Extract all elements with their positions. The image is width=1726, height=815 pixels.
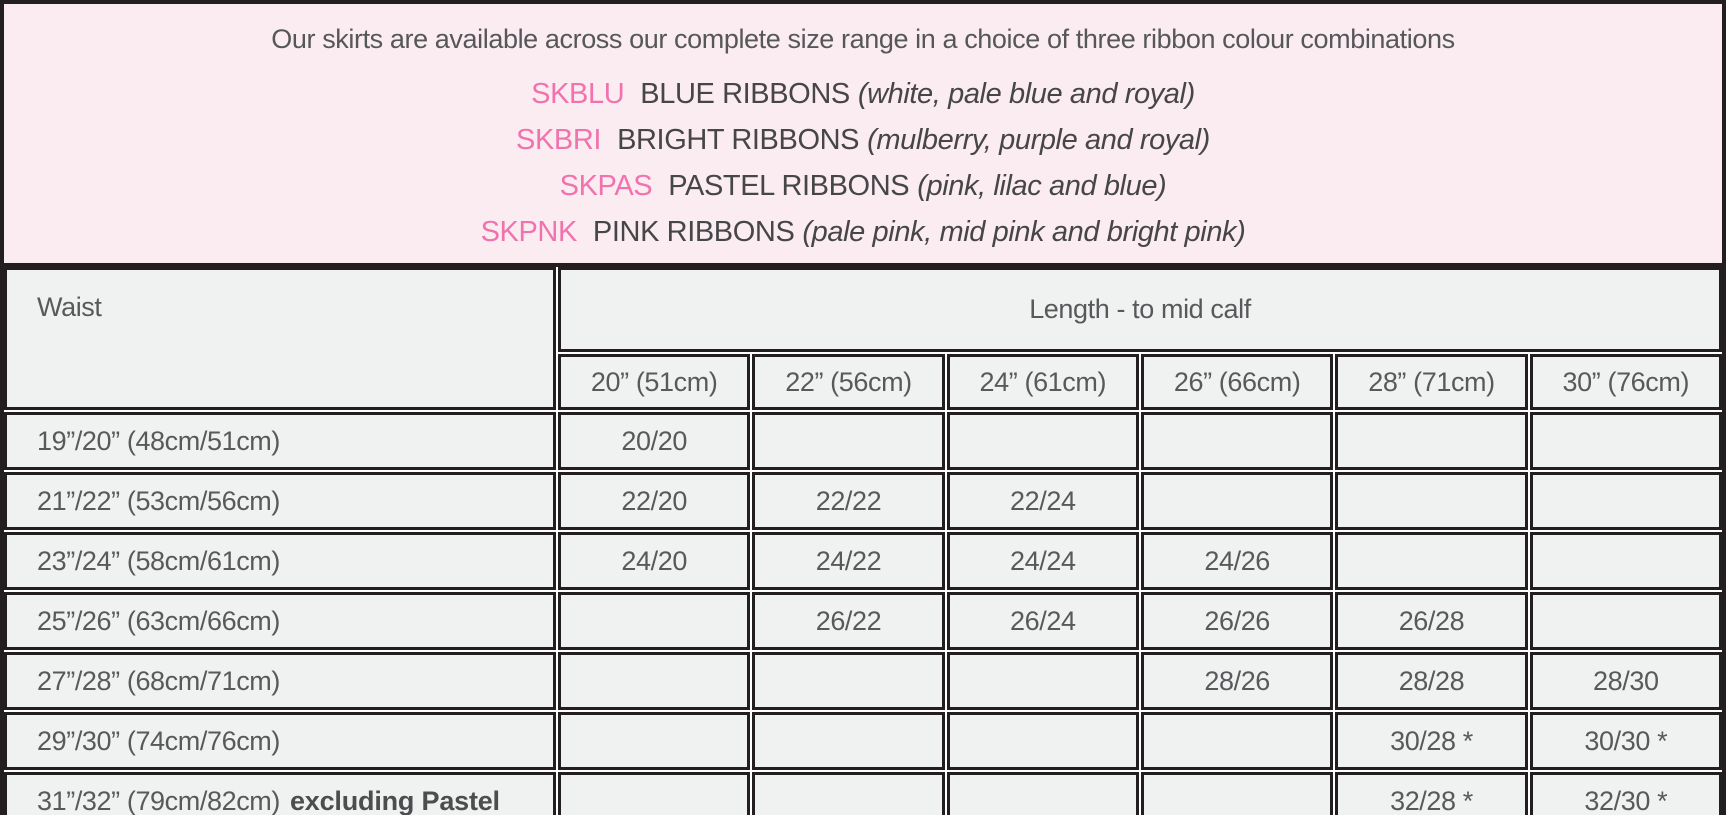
size-combo-cell	[752, 712, 944, 770]
table-row	[4, 472, 1722, 530]
waist-size-note: excluding Pastel	[289, 785, 500, 815]
size-combo-cell	[1141, 472, 1333, 530]
size-combo-cell	[947, 712, 1139, 770]
product-name: PASTEL RIBBONS	[668, 170, 910, 202]
size-combo-cell: 22/20	[558, 472, 750, 530]
product-line-skpas	[4, 163, 1722, 209]
size-combo-cell	[1335, 472, 1527, 530]
size-combo-cell: 26/28	[1335, 592, 1527, 650]
size-combo-cell: 26/24	[947, 592, 1139, 650]
product-colour-list: (pink, lilac and blue)	[917, 170, 1167, 202]
size-combo-cell	[947, 652, 1139, 710]
length-header-cell: Length - to mid calf	[558, 267, 1722, 352]
size-combo-cell: 22/22	[752, 472, 944, 530]
product-colour-list: (white, pale blue and royal)	[857, 78, 1195, 110]
waist-size-label: 25”/26” (63cm/66cm)	[37, 605, 280, 636]
product-colour-list: (pale pink, mid pink and bright pink)	[802, 216, 1246, 248]
waist-size-label: 29”/30” (74cm/76cm)	[37, 725, 280, 756]
length-column-header: 28” (71cm)	[1335, 354, 1527, 410]
size-combo-cell: 20/20	[558, 412, 750, 470]
size-combo-cell	[1141, 772, 1333, 815]
length-column-header: 30” (76cm)	[1530, 354, 1722, 410]
size-combo-cell: 24/24	[947, 532, 1139, 590]
waist-size-label: 21”/22” (53cm/56cm)	[37, 485, 280, 516]
size-combo-cell: 30/28 *	[1335, 712, 1527, 770]
waist-size-label: 23”/24” (58cm/61cm)	[37, 545, 280, 576]
size-combo-cell	[752, 772, 944, 815]
size-combo-cell	[1141, 712, 1333, 770]
size-combo-cell	[947, 772, 1139, 815]
waist-size-cell	[4, 412, 556, 470]
product-name: PINK RIBBONS	[592, 216, 795, 248]
product-line-skpnk	[4, 209, 1722, 255]
size-combo-cell	[1530, 472, 1722, 530]
waist-size-cell	[4, 772, 556, 815]
size-combo-cell	[752, 652, 944, 710]
size-combo-cell	[1530, 532, 1722, 590]
size-combo-cell: 32/30 *	[1530, 772, 1722, 815]
size-combo-cell	[752, 412, 944, 470]
size-combo-cell	[558, 772, 750, 815]
waist-size-label: 19”/20” (48cm/51cm)	[37, 425, 280, 456]
product-code: SKPNK	[480, 216, 577, 248]
waist-header-cell: Waist	[4, 267, 556, 410]
size-combo-cell: 28/26	[1141, 652, 1333, 710]
table-header-row-1	[4, 267, 1722, 352]
waist-size-cell	[4, 472, 556, 530]
waist-size-cell	[4, 712, 556, 770]
waist-size-label: 31”/32” (79cm/82cm)	[37, 785, 280, 815]
size-combo-cell: 28/28	[1335, 652, 1527, 710]
size-combo-cell	[947, 412, 1139, 470]
product-code: SKBLU	[531, 78, 625, 110]
size-combo-cell: 26/22	[752, 592, 944, 650]
length-column-header: 20” (51cm)	[558, 354, 750, 410]
table-row	[4, 412, 1722, 470]
product-colour-list: (mulberry, purple and royal)	[867, 124, 1210, 156]
product-line-skblu	[4, 71, 1722, 117]
table-row	[4, 592, 1722, 650]
size-combo-cell: 24/20	[558, 532, 750, 590]
size-combo-cell: 30/30 *	[1530, 712, 1722, 770]
size-table	[2, 265, 1724, 815]
size-combo-cell: 32/28 *	[1335, 772, 1527, 815]
table-row	[4, 772, 1722, 815]
size-combo-cell: 22/24	[947, 472, 1139, 530]
size-combo-cell	[558, 592, 750, 650]
size-combo-cell	[1141, 412, 1333, 470]
product-name: BLUE RIBBONS	[640, 78, 850, 110]
table-row	[4, 652, 1722, 710]
size-combo-cell: 26/26	[1141, 592, 1333, 650]
intro-heading: Our skirts are available across our complete size range in a choice of three ribbon colour combinations	[271, 24, 1455, 54]
size-combo-cell	[1530, 592, 1722, 650]
product-code: SKBRI	[516, 124, 602, 156]
intro-panel	[4, 4, 1722, 267]
waist-size-cell	[4, 532, 556, 590]
size-combo-cell	[1530, 412, 1722, 470]
length-column-header: 26” (66cm)	[1141, 354, 1333, 410]
waist-size-label: 27”/28” (68cm/71cm)	[37, 665, 280, 696]
product-name: BRIGHT RIBBONS	[617, 124, 860, 156]
table-row	[4, 532, 1722, 590]
size-combo-cell	[1335, 532, 1527, 590]
waist-size-cell	[4, 592, 556, 650]
size-combo-cell	[1335, 412, 1527, 470]
size-combo-cell: 24/22	[752, 532, 944, 590]
table-row	[4, 712, 1722, 770]
length-column-header: 22” (56cm)	[752, 354, 944, 410]
size-combo-cell	[558, 652, 750, 710]
size-combo-cell: 28/30	[1530, 652, 1722, 710]
waist-size-cell	[4, 652, 556, 710]
product-code: SKPAS	[559, 170, 653, 202]
size-combo-cell	[558, 712, 750, 770]
product-line-skbri	[4, 117, 1722, 163]
length-column-header: 24” (61cm)	[947, 354, 1139, 410]
size-combo-cell: 24/26	[1141, 532, 1333, 590]
